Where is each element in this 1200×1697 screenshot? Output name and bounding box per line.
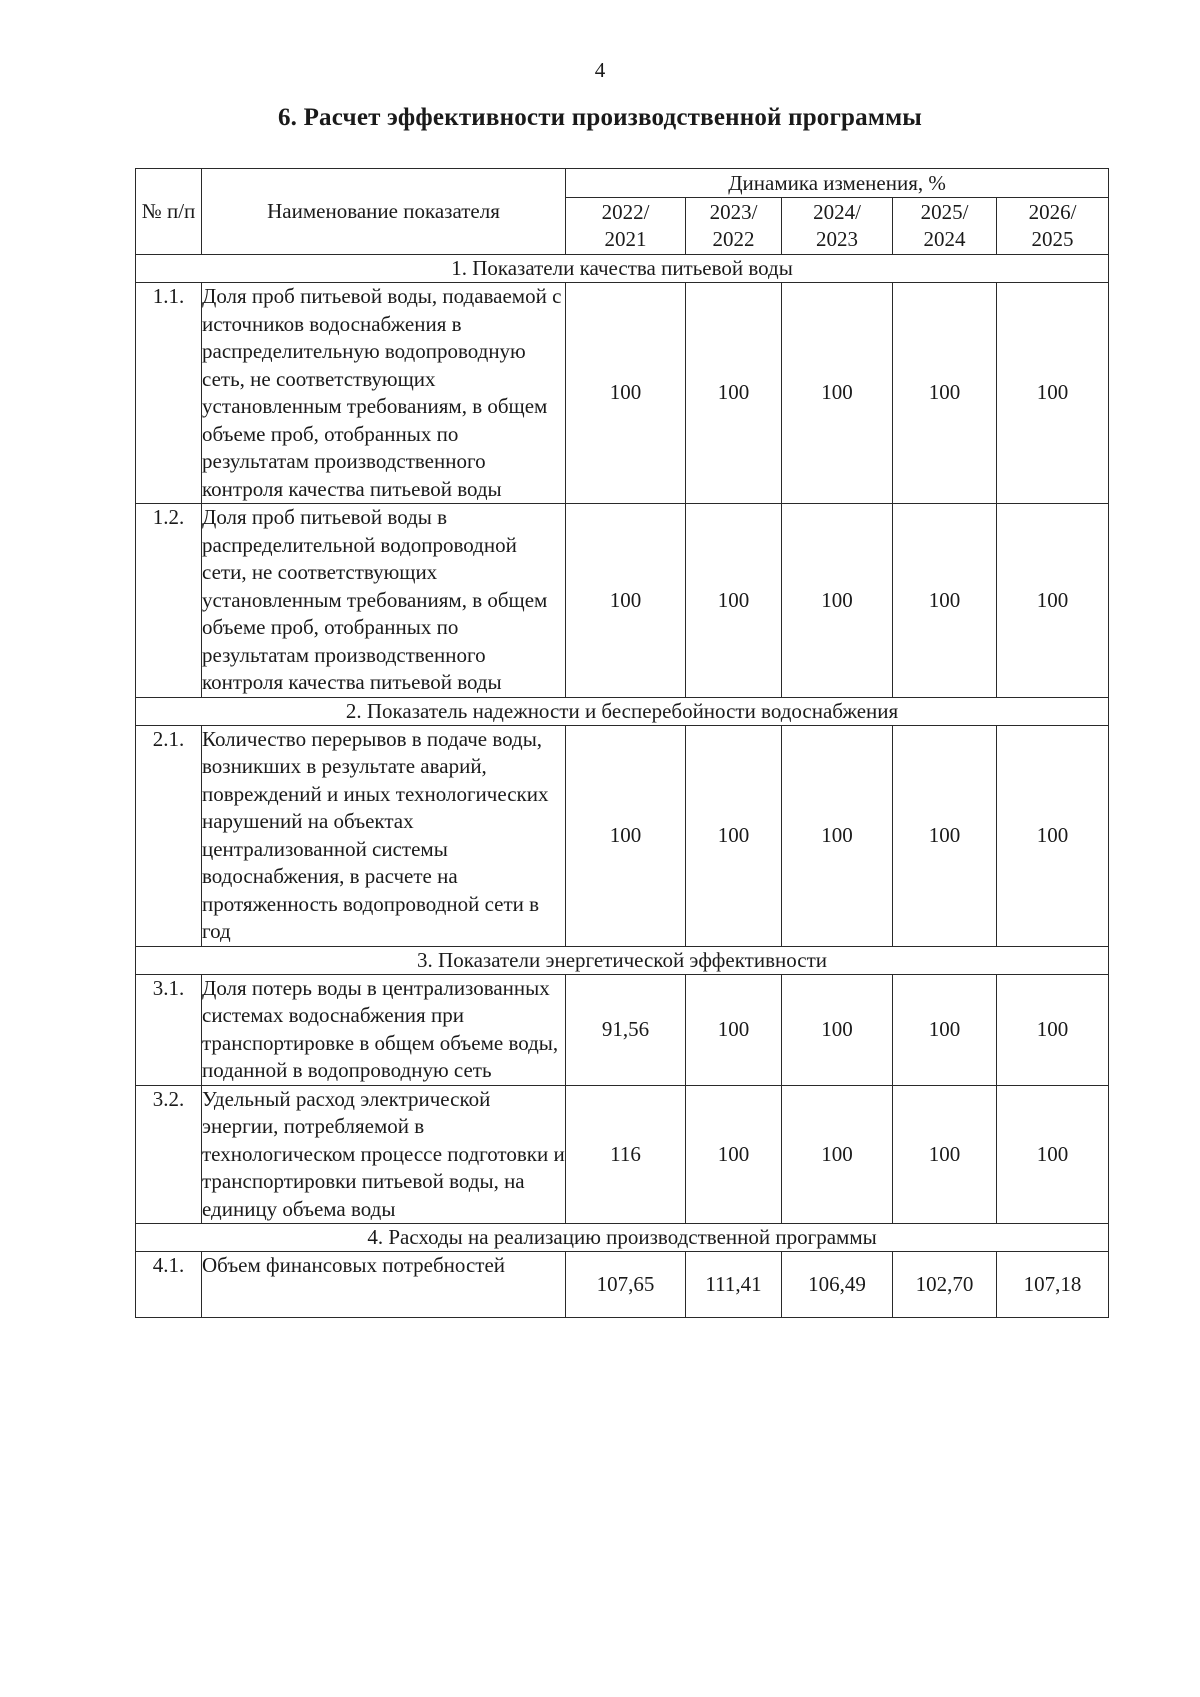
efficiency-table bbox=[135, 168, 1109, 1318]
value-cell: 106,49 bbox=[782, 1252, 893, 1318]
indicator-name: Объем финансовых потребностей bbox=[202, 1252, 566, 1318]
header-year: 2026/ 2025 bbox=[997, 198, 1109, 255]
table-row bbox=[136, 283, 1109, 504]
section-row bbox=[136, 255, 1109, 283]
value-cell: 100 bbox=[686, 725, 782, 946]
value-cell: 100 bbox=[997, 974, 1109, 1085]
value-cell: 100 bbox=[997, 504, 1109, 698]
value-cell: 116 bbox=[566, 1085, 686, 1224]
value-cell: 100 bbox=[893, 974, 997, 1085]
value-cell: 100 bbox=[686, 1085, 782, 1224]
header-year: 2025/ 2024 bbox=[893, 198, 997, 255]
section-row bbox=[136, 946, 1109, 974]
header-year: 2022/ 2021 bbox=[566, 198, 686, 255]
value-cell: 111,41 bbox=[686, 1252, 782, 1318]
header-year: 2023/ 2022 bbox=[686, 198, 782, 255]
indicator-name: Доля потерь воды в централизованных системах водоснабжения при транспортировке в общем объеме воды, поданной в водопроводную сеть bbox=[202, 974, 566, 1085]
indicator-name: Количество перерывов в подаче воды, возникших в результате аварий, повреждений и иных технологических нарушений на объектах централизованной системы водоснабжения, в расчете на протяженность водопроводной сети в год bbox=[202, 725, 566, 946]
value-cell: 102,70 bbox=[893, 1252, 997, 1318]
row-number: 1.1. bbox=[136, 283, 202, 504]
header-year: 2024/ 2023 bbox=[782, 198, 893, 255]
header-indicator-name: Наименование показателя bbox=[202, 169, 566, 255]
section-row bbox=[136, 1224, 1109, 1252]
table-row bbox=[136, 504, 1109, 698]
value-cell: 100 bbox=[893, 1085, 997, 1224]
table-header bbox=[136, 169, 1109, 255]
table-row bbox=[136, 974, 1109, 1085]
value-cell: 100 bbox=[893, 725, 997, 946]
section-title: 1. Показатели качества питьевой воды bbox=[136, 255, 1109, 283]
value-cell: 100 bbox=[997, 283, 1109, 504]
value-cell: 100 bbox=[893, 283, 997, 504]
indicator-name: Доля проб питьевой воды, подаваемой с источников водоснабжения в распределительную водопроводную сеть, не соответствующих установленным требованиям, в общем объеме проб, отобранных по результатам производственного контроля качества питьевой воды bbox=[202, 283, 566, 504]
value-cell: 100 bbox=[566, 504, 686, 698]
value-cell: 100 bbox=[566, 725, 686, 946]
section-row bbox=[136, 697, 1109, 725]
row-number: 3.2. bbox=[136, 1085, 202, 1224]
row-number: 2.1. bbox=[136, 725, 202, 946]
section-title: 3. Показатели энергетической эффективности bbox=[136, 946, 1109, 974]
value-cell: 100 bbox=[782, 725, 893, 946]
value-cell: 91,56 bbox=[566, 974, 686, 1085]
table-row bbox=[136, 1252, 1109, 1318]
value-cell: 100 bbox=[782, 504, 893, 698]
table-row bbox=[136, 725, 1109, 946]
section-title: 2. Показатель надежности и бесперебойности водоснабжения bbox=[136, 697, 1109, 725]
section-title: 4. Расходы на реализацию производственной программы bbox=[136, 1224, 1109, 1252]
row-number: 4.1. bbox=[136, 1252, 202, 1318]
value-cell: 100 bbox=[782, 974, 893, 1085]
value-cell: 100 bbox=[893, 504, 997, 698]
value-cell: 100 bbox=[686, 283, 782, 504]
value-cell: 100 bbox=[782, 283, 893, 504]
value-cell: 107,65 bbox=[566, 1252, 686, 1318]
indicator-name: Доля проб питьевой воды в распределительной водопроводной сети, не соответствующих установленным требованиям, в общем объеме проб, отобранных по результатам производственного контроля качества питьевой воды bbox=[202, 504, 566, 698]
value-cell: 100 bbox=[997, 725, 1109, 946]
value-cell: 100 bbox=[686, 504, 782, 698]
value-cell: 100 bbox=[686, 974, 782, 1085]
header-dynamics: Динамика изменения, % bbox=[566, 169, 1109, 198]
row-number: 3.1. bbox=[136, 974, 202, 1085]
page-number: 4 bbox=[594, 58, 606, 82]
table-row bbox=[136, 1085, 1109, 1224]
value-cell: 100 bbox=[566, 283, 686, 504]
indicator-name: Удельный расход электрической энергии, потребляемой в технологическом процессе подготовки и транспортировки питьевой воды, на единицу объема воды bbox=[202, 1085, 566, 1224]
value-cell: 100 bbox=[997, 1085, 1109, 1224]
value-cell: 107,18 bbox=[997, 1252, 1109, 1318]
header-number: № п/п bbox=[136, 169, 202, 255]
row-number: 1.2. bbox=[136, 504, 202, 698]
value-cell: 100 bbox=[782, 1085, 893, 1224]
page-title: 6. Расчет эффективности производственной программы bbox=[277, 104, 923, 131]
